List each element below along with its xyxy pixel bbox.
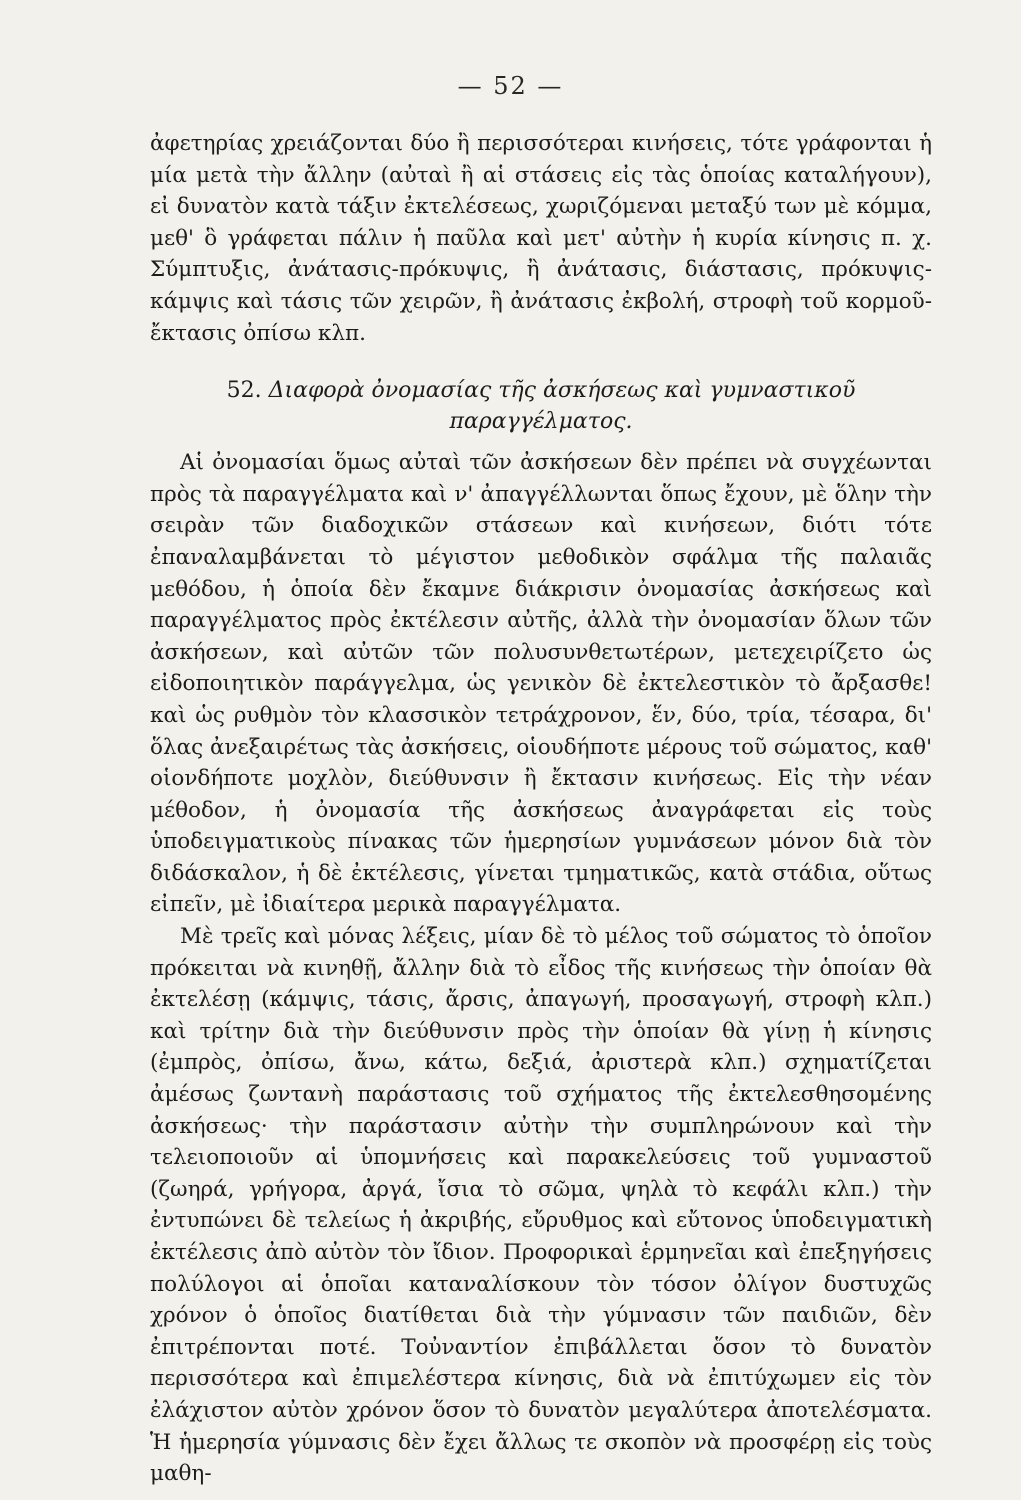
paragraph: Αἱ ὀνομασίαι ὅμως αὐταὶ τῶν ἀσκήσεων δὲν πρέπει νὰ συγχέωνται πρὸς τὰ παραγγέλματα καὶ ν' ἀπαγγέλλωνται ὅπως ἔχουν, μὲ ὅλην τὴν σειρὰν τῶν διαδοχικῶν στάσεων καὶ κινήσεων, διότι τότε ἐπαναλαμβάνεται τὸ μέγιστον μεθοδικὸν σφάλμα τῆς παλαιᾶς μεθόδου, ἡ ὁποία δὲν ἔκαμνε διάκρισιν ὀνομασίας ἀσκήσεως καὶ παραγγέλματος πρὸς ἐκτέλεσιν αὐτῆς, ἀλλὰ τὴν ὀνομασίαν ὅλων τῶν ἀσκήσεων, καὶ αὐτῶν τῶν πολυσυνθετωτέρων, μετεχειρίζετο ὡς εἰδοποιητικὸν παράγγελμα, ὡς γενικὸν δὲ ἐκτελεστικὸν τὸ ἄρξασθε! καὶ ὡς ρυθμὸν τὸν κλασσικὸν τετράχρονον, ἕν, δύο, τρία, τέσαρα, δι' ὅλας ἀνεξαιρέτως τὰς ἀσκήσεις, οἱουδήποτε μέρους τοῦ σώματος, καθ' οἱονδήποτε μοχλὸν, διεύθυνσιν ἢ ἔκτασιν κινήσεως. Εἰς τὴν νέαν μέθοδον, ἡ ὀνομασία τῆς ἀσκήσεως ἀναγράφεται εἰς τοὺς ὑποδειγματικοὺς πίνακας τῶν ἡμερησίων γυμνάσεων μόνον διὰ τὸν διδάσκαλον, ἡ δὲ ἐκτέλεσις, γίνεται τμηματικῶς, κατὰ στάδια, οὕτως εἰπεῖν, μὲ ἰδιαίτερα μερικὰ παραγγέλματα.: [150, 450, 932, 918]
section-number: 52.: [226, 378, 262, 404]
body-text: [150, 128, 932, 1490]
section-heading: [150, 375, 932, 437]
paragraph: Μὲ τρεῖς καὶ μόνας λέξεις, μίαν δὲ τὸ μέλος τοῦ σώματος τὸ ὁποῖον πρόκειται νὰ κινηθῇ, ἄλλην διὰ τὸ εἶδος τῆς κινήσεως τὴν ὁποίαν θὰ ἐκτελέσῃ (κάμψις, τάσις, ἄρσις, ἀπαγωγή, προσαγωγή, στροφὴ κλπ.) καὶ τρίτην διὰ τὴν διεύθυνσιν πρὸς τὴν ὁποίαν θὰ γίνῃ ἡ κίνησις (ἐμπρὸς, ὀπίσω, ἄνω, κάτω, δεξιά, ἀριστερὰ κλπ.) σχηματίζεται ἀμέσως ζωντανὴ παράστασις τοῦ σχήματος τῆς ἐκτελεσθησομένης ἀσκήσεως· τὴν παράστασιν αὐτὴν τὴν συμπληρώνουν καὶ τὴν τελειοποιοῦν αἱ ὑπομνήσεις καὶ παρακελεύσεις τοῦ γυμναστοῦ (ζωηρά, γρήγορα, ἀργά, ἴσια τὸ σῶμα, ψηλὰ τὸ κεφάλι κλπ.) τὴν ἐντυπώνει δὲ τελείως ἡ ἀκριβής, εὔρυθμος καὶ εὔτονος ὑποδειγματικὴ ἐκτέλεσις ἀπὸ αὐτὸν τὸν ἴδιον. Προφορικαὶ ἑρμηνεῖαι καὶ ἐπεξηγήσεις πολύλογοι αἱ ὁποῖαι καταναλίσκουν τὸν τόσον ὀλίγον δυστυχῶς χρόνον ὁ ὁποῖος διατίθεται διὰ τὴν γύμνασιν τῶν παιδιῶν, δὲν ἐπιτρέπονται ποτέ. Τοὐναντίον ἐπιβάλλεται ὅσον τὸ δυνατὸν περισσότερα καὶ ἐπιμελέστερα κίνησις, διὰ νὰ ἐπιτύχωμεν εἰς τὸν ἐλάχιστον αὐτὸν χρόνον ὅσον τὸ δυνατὸν μεγαλύτερα ἀποτελέσματα. Ἡ ἡμερησία γύμνασις δὲν ἔχει ἄλλως τε σκοπὸν νὰ προσφέρῃ εἰς τοὺς μαθη-: [150, 924, 932, 1487]
section-title: Διαφορὰ ὀνομασίας τῆς ἀσκήσεως καὶ γυμναστικοῦ παραγγέλματος.: [268, 378, 856, 435]
page-number: — 52 —: [457, 72, 564, 100]
paragraph-continued: ἀφετηρίας χρειάζονται δύο ἢ περισσότεραι κινήσεις, τότε γράφονται ἡ μία μετὰ τὴν ἄλλην (αὐταὶ ἢ αἱ στάσεις εἰς τὰς ὁποίας καταλήγουν), εἰ δυνατὸν κατὰ τάξιν ἐκτελέσεως, χωριζόμεναι μεταξύ των μὲ κόμμα, μεθ' ὃ γράφεται πάλιν ἡ παῦλα καὶ μετ' αὐτὴν ἡ κυρία κίνησις π. χ. Σύμπτυξις, ἀνάτασις-πρόκυψις, ἢ ἀνάτασις, διάστασις, πρόκυψις-κάμψις καὶ τάσις τῶν χειρῶν, ἢ ἀνάτασις ἐκβολή, στροφὴ τοῦ κορμοῦ-ἔκτασις ὀπίσω κλπ.: [150, 131, 932, 346]
